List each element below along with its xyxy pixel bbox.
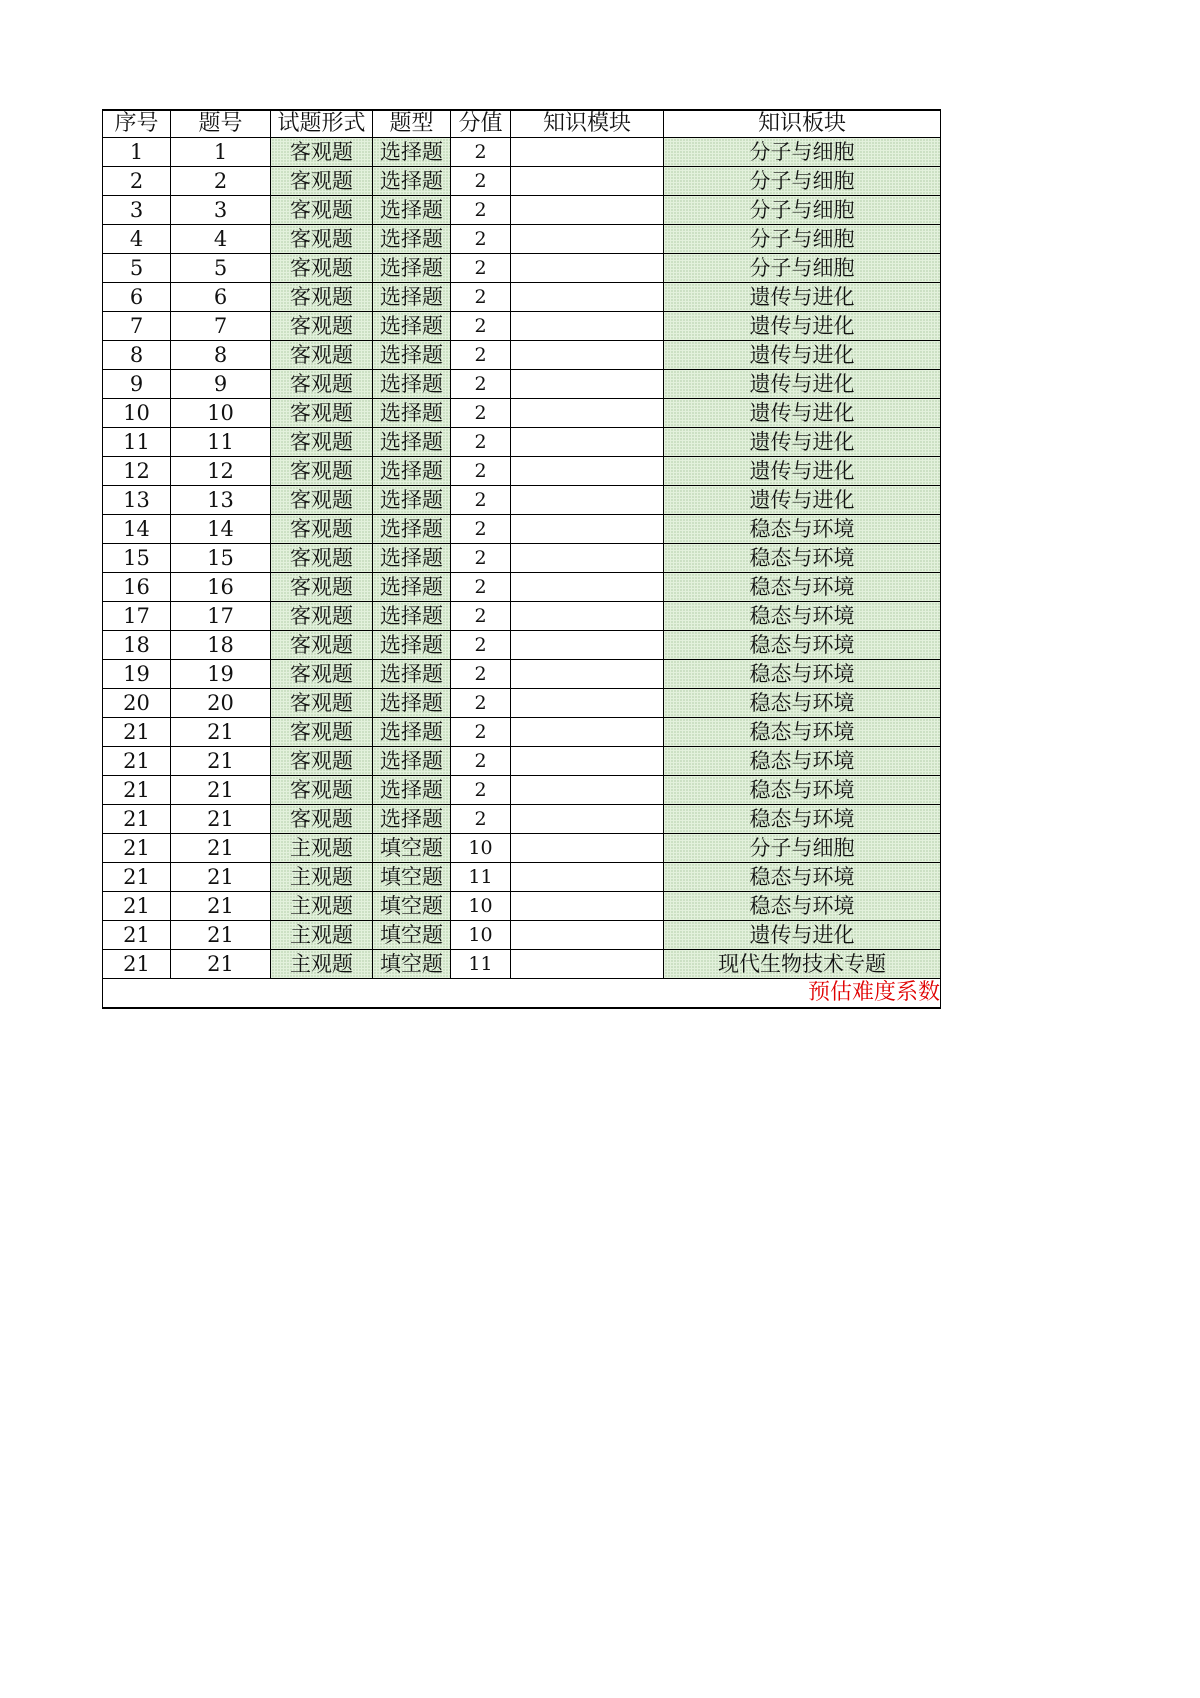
cell-question-type: 选择题 (373, 776, 451, 805)
cell-score: 2 (451, 660, 511, 689)
cell-question-number: 6 (171, 283, 271, 312)
difficulty-coefficient-label: 预估难度系数 (103, 979, 941, 1009)
table-row (103, 776, 941, 805)
cell-knowledge-section: 遗传与进化 (664, 428, 941, 457)
cell-seq: 21 (103, 921, 171, 950)
cell-score: 2 (451, 225, 511, 254)
table-row (103, 167, 941, 196)
cell-seq: 16 (103, 573, 171, 602)
table-row (103, 486, 941, 515)
cell-score: 2 (451, 776, 511, 805)
cell-knowledge-module (511, 138, 664, 167)
cell-score: 2 (451, 167, 511, 196)
cell-question-form: 客观题 (271, 486, 373, 515)
table-row (103, 283, 941, 312)
cell-question-type: 填空题 (373, 863, 451, 892)
cell-question-form: 客观题 (271, 312, 373, 341)
cell-question-type: 选择题 (373, 283, 451, 312)
cell-question-form: 客观题 (271, 167, 373, 196)
cell-question-form: 主观题 (271, 921, 373, 950)
cell-question-type: 选择题 (373, 602, 451, 631)
cell-knowledge-section: 分子与细胞 (664, 254, 941, 283)
table-row (103, 602, 941, 631)
cell-question-type: 选择题 (373, 196, 451, 225)
cell-question-number: 10 (171, 399, 271, 428)
cell-question-number: 17 (171, 602, 271, 631)
table-row (103, 370, 941, 399)
cell-knowledge-section: 稳态与环境 (664, 689, 941, 718)
cell-score: 2 (451, 341, 511, 370)
cell-question-type: 选择题 (373, 805, 451, 834)
cell-question-number: 15 (171, 544, 271, 573)
cell-knowledge-module (511, 950, 664, 979)
cell-knowledge-module (511, 312, 664, 341)
cell-question-type: 选择题 (373, 457, 451, 486)
table-row (103, 312, 941, 341)
table-row (103, 225, 941, 254)
cell-knowledge-module (511, 573, 664, 602)
cell-knowledge-section: 稳态与环境 (664, 805, 941, 834)
cell-question-number: 20 (171, 689, 271, 718)
cell-question-number: 11 (171, 428, 271, 457)
cell-score: 2 (451, 428, 511, 457)
header-question-type: 题型 (373, 110, 451, 138)
cell-knowledge-section: 遗传与进化 (664, 921, 941, 950)
cell-question-type: 选择题 (373, 689, 451, 718)
cell-seq: 21 (103, 834, 171, 863)
cell-question-form: 客观题 (271, 283, 373, 312)
table-row (103, 834, 941, 863)
table-row (103, 544, 941, 573)
cell-question-type: 选择题 (373, 428, 451, 457)
cell-question-number: 18 (171, 631, 271, 660)
cell-question-type: 选择题 (373, 515, 451, 544)
cell-score: 11 (451, 863, 511, 892)
cell-question-number: 4 (171, 225, 271, 254)
cell-seq: 4 (103, 225, 171, 254)
cell-question-type: 选择题 (373, 660, 451, 689)
cell-seq: 2 (103, 167, 171, 196)
cell-seq: 21 (103, 747, 171, 776)
table-row (103, 457, 941, 486)
cell-knowledge-module (511, 399, 664, 428)
cell-question-form: 客观题 (271, 805, 373, 834)
cell-seq: 21 (103, 950, 171, 979)
cell-question-number: 21 (171, 863, 271, 892)
cell-knowledge-section: 稳态与环境 (664, 863, 941, 892)
cell-score: 2 (451, 254, 511, 283)
cell-seq: 12 (103, 457, 171, 486)
cell-question-type: 选择题 (373, 631, 451, 660)
cell-knowledge-module (511, 631, 664, 660)
header-question-number: 题号 (171, 110, 271, 138)
table-row (103, 747, 941, 776)
cell-question-form: 客观题 (271, 718, 373, 747)
cell-knowledge-section: 分子与细胞 (664, 225, 941, 254)
cell-score: 2 (451, 196, 511, 225)
cell-seq: 8 (103, 341, 171, 370)
cell-score: 11 (451, 950, 511, 979)
cell-seq: 20 (103, 689, 171, 718)
cell-score: 2 (451, 544, 511, 573)
cell-question-type: 选择题 (373, 544, 451, 573)
cell-seq: 5 (103, 254, 171, 283)
cell-question-form: 客观题 (271, 196, 373, 225)
cell-seq: 7 (103, 312, 171, 341)
cell-knowledge-section: 稳态与环境 (664, 544, 941, 573)
cell-question-number: 2 (171, 167, 271, 196)
cell-score: 2 (451, 718, 511, 747)
cell-question-form: 客观题 (271, 544, 373, 573)
cell-question-form: 客观题 (271, 631, 373, 660)
cell-score: 2 (451, 399, 511, 428)
cell-seq: 21 (103, 776, 171, 805)
cell-question-form: 客观题 (271, 341, 373, 370)
cell-question-form: 客观题 (271, 399, 373, 428)
cell-knowledge-section: 遗传与进化 (664, 486, 941, 515)
cell-question-number: 12 (171, 457, 271, 486)
cell-knowledge-section: 稳态与环境 (664, 892, 941, 921)
cell-seq: 21 (103, 863, 171, 892)
cell-question-type: 选择题 (373, 747, 451, 776)
table-row (103, 428, 941, 457)
cell-question-form: 客观题 (271, 747, 373, 776)
cell-question-form: 客观题 (271, 689, 373, 718)
cell-question-type: 选择题 (373, 138, 451, 167)
cell-score: 2 (451, 370, 511, 399)
cell-question-type: 选择题 (373, 370, 451, 399)
cell-seq: 1 (103, 138, 171, 167)
cell-seq: 13 (103, 486, 171, 515)
cell-question-type: 填空题 (373, 950, 451, 979)
cell-question-form: 客观题 (271, 254, 373, 283)
cell-question-form: 主观题 (271, 863, 373, 892)
cell-knowledge-section: 稳态与环境 (664, 515, 941, 544)
cell-knowledge-module (511, 341, 664, 370)
table-row (103, 399, 941, 428)
table-row (103, 138, 941, 167)
cell-question-form: 客观题 (271, 776, 373, 805)
cell-question-number: 16 (171, 573, 271, 602)
cell-knowledge-module (511, 747, 664, 776)
cell-knowledge-section: 稳态与环境 (664, 718, 941, 747)
cell-score: 2 (451, 747, 511, 776)
cell-question-number: 13 (171, 486, 271, 515)
cell-score: 2 (451, 515, 511, 544)
cell-seq: 21 (103, 892, 171, 921)
cell-knowledge-section: 遗传与进化 (664, 370, 941, 399)
cell-score: 2 (451, 573, 511, 602)
cell-knowledge-module (511, 660, 664, 689)
cell-knowledge-module (511, 515, 664, 544)
cell-knowledge-section: 遗传与进化 (664, 341, 941, 370)
header-score: 分值 (451, 110, 511, 138)
cell-seq: 21 (103, 718, 171, 747)
table-row (103, 892, 941, 921)
table-row (103, 863, 941, 892)
cell-knowledge-section: 稳态与环境 (664, 660, 941, 689)
cell-knowledge-module (511, 863, 664, 892)
cell-knowledge-section: 分子与细胞 (664, 834, 941, 863)
cell-question-form: 客观题 (271, 225, 373, 254)
cell-knowledge-module (511, 486, 664, 515)
table-row (103, 805, 941, 834)
cell-knowledge-module (511, 776, 664, 805)
cell-question-type: 填空题 (373, 921, 451, 950)
cell-question-number: 21 (171, 747, 271, 776)
cell-seq: 18 (103, 631, 171, 660)
cell-question-type: 填空题 (373, 892, 451, 921)
cell-question-type: 选择题 (373, 312, 451, 341)
cell-question-number: 21 (171, 805, 271, 834)
cell-score: 2 (451, 631, 511, 660)
cell-question-number: 21 (171, 776, 271, 805)
cell-question-type: 选择题 (373, 718, 451, 747)
cell-question-form: 客观题 (271, 370, 373, 399)
cell-knowledge-section: 遗传与进化 (664, 457, 941, 486)
cell-score: 2 (451, 486, 511, 515)
cell-question-number: 21 (171, 950, 271, 979)
cell-knowledge-module (511, 196, 664, 225)
question-table (102, 109, 941, 1009)
cell-question-type: 选择题 (373, 573, 451, 602)
cell-score: 2 (451, 805, 511, 834)
cell-knowledge-module (511, 225, 664, 254)
cell-knowledge-section: 稳态与环境 (664, 602, 941, 631)
cell-score: 10 (451, 892, 511, 921)
table-row (103, 718, 941, 747)
cell-question-number: 21 (171, 718, 271, 747)
table-row (103, 341, 941, 370)
cell-knowledge-module (511, 370, 664, 399)
cell-seq: 17 (103, 602, 171, 631)
cell-knowledge-section: 分子与细胞 (664, 196, 941, 225)
cell-question-number: 3 (171, 196, 271, 225)
table-row (103, 196, 941, 225)
footer-row (103, 979, 941, 1009)
cell-question-type: 选择题 (373, 167, 451, 196)
cell-question-number: 8 (171, 341, 271, 370)
cell-question-form: 客观题 (271, 660, 373, 689)
cell-knowledge-section: 稳态与环境 (664, 747, 941, 776)
cell-seq: 11 (103, 428, 171, 457)
cell-question-form: 客观题 (271, 573, 373, 602)
cell-seq: 19 (103, 660, 171, 689)
cell-question-type: 选择题 (373, 341, 451, 370)
table-row (103, 573, 941, 602)
table-row (103, 689, 941, 718)
cell-knowledge-section: 遗传与进化 (664, 283, 941, 312)
cell-knowledge-section: 现代生物技术专题 (664, 950, 941, 979)
cell-question-form: 客观题 (271, 428, 373, 457)
table-row (103, 660, 941, 689)
cell-question-number: 14 (171, 515, 271, 544)
cell-score: 10 (451, 921, 511, 950)
cell-question-type: 选择题 (373, 399, 451, 428)
cell-knowledge-section: 遗传与进化 (664, 399, 941, 428)
cell-question-form: 客观题 (271, 457, 373, 486)
cell-question-number: 19 (171, 660, 271, 689)
header-question-form: 试题形式 (271, 110, 373, 138)
cell-knowledge-module (511, 805, 664, 834)
table-row (103, 631, 941, 660)
cell-knowledge-section: 稳态与环境 (664, 631, 941, 660)
table-row (103, 515, 941, 544)
cell-seq: 21 (103, 805, 171, 834)
header-row (103, 110, 941, 138)
cell-knowledge-module (511, 544, 664, 573)
cell-knowledge-module (511, 718, 664, 747)
cell-question-number: 7 (171, 312, 271, 341)
cell-knowledge-module (511, 834, 664, 863)
cell-knowledge-section: 稳态与环境 (664, 776, 941, 805)
cell-score: 2 (451, 689, 511, 718)
cell-knowledge-module (511, 602, 664, 631)
cell-question-form: 客观题 (271, 602, 373, 631)
table-row (103, 921, 941, 950)
header-seq: 序号 (103, 110, 171, 138)
cell-knowledge-section: 分子与细胞 (664, 167, 941, 196)
header-knowledge-section: 知识板块 (664, 110, 941, 138)
cell-knowledge-section: 分子与细胞 (664, 138, 941, 167)
cell-seq: 15 (103, 544, 171, 573)
cell-knowledge-module (511, 921, 664, 950)
header-knowledge-module: 知识模块 (511, 110, 664, 138)
spreadsheet (102, 109, 940, 1009)
table-row (103, 254, 941, 283)
cell-knowledge-module (511, 689, 664, 718)
cell-knowledge-module (511, 254, 664, 283)
cell-question-form: 主观题 (271, 834, 373, 863)
cell-seq: 3 (103, 196, 171, 225)
cell-knowledge-module (511, 283, 664, 312)
cell-seq: 14 (103, 515, 171, 544)
cell-question-number: 21 (171, 892, 271, 921)
cell-question-form: 客观题 (271, 515, 373, 544)
cell-question-number: 5 (171, 254, 271, 283)
cell-score: 2 (451, 138, 511, 167)
cell-seq: 10 (103, 399, 171, 428)
cell-score: 2 (451, 602, 511, 631)
cell-question-form: 客观题 (271, 138, 373, 167)
cell-knowledge-section: 遗传与进化 (664, 312, 941, 341)
cell-question-form: 主观题 (271, 950, 373, 979)
cell-knowledge-module (511, 167, 664, 196)
cell-question-type: 选择题 (373, 254, 451, 283)
cell-question-type: 选择题 (373, 225, 451, 254)
cell-question-number: 9 (171, 370, 271, 399)
cell-question-number: 21 (171, 921, 271, 950)
cell-knowledge-section: 稳态与环境 (664, 573, 941, 602)
cell-seq: 6 (103, 283, 171, 312)
cell-question-number: 1 (171, 138, 271, 167)
cell-score: 2 (451, 283, 511, 312)
cell-question-number: 21 (171, 834, 271, 863)
cell-question-type: 填空题 (373, 834, 451, 863)
cell-score: 2 (451, 312, 511, 341)
cell-knowledge-module (511, 892, 664, 921)
cell-knowledge-module (511, 428, 664, 457)
cell-score: 2 (451, 457, 511, 486)
cell-question-form: 主观题 (271, 892, 373, 921)
cell-knowledge-module (511, 457, 664, 486)
table-row (103, 950, 941, 979)
cell-seq: 9 (103, 370, 171, 399)
cell-question-type: 选择题 (373, 486, 451, 515)
cell-score: 10 (451, 834, 511, 863)
